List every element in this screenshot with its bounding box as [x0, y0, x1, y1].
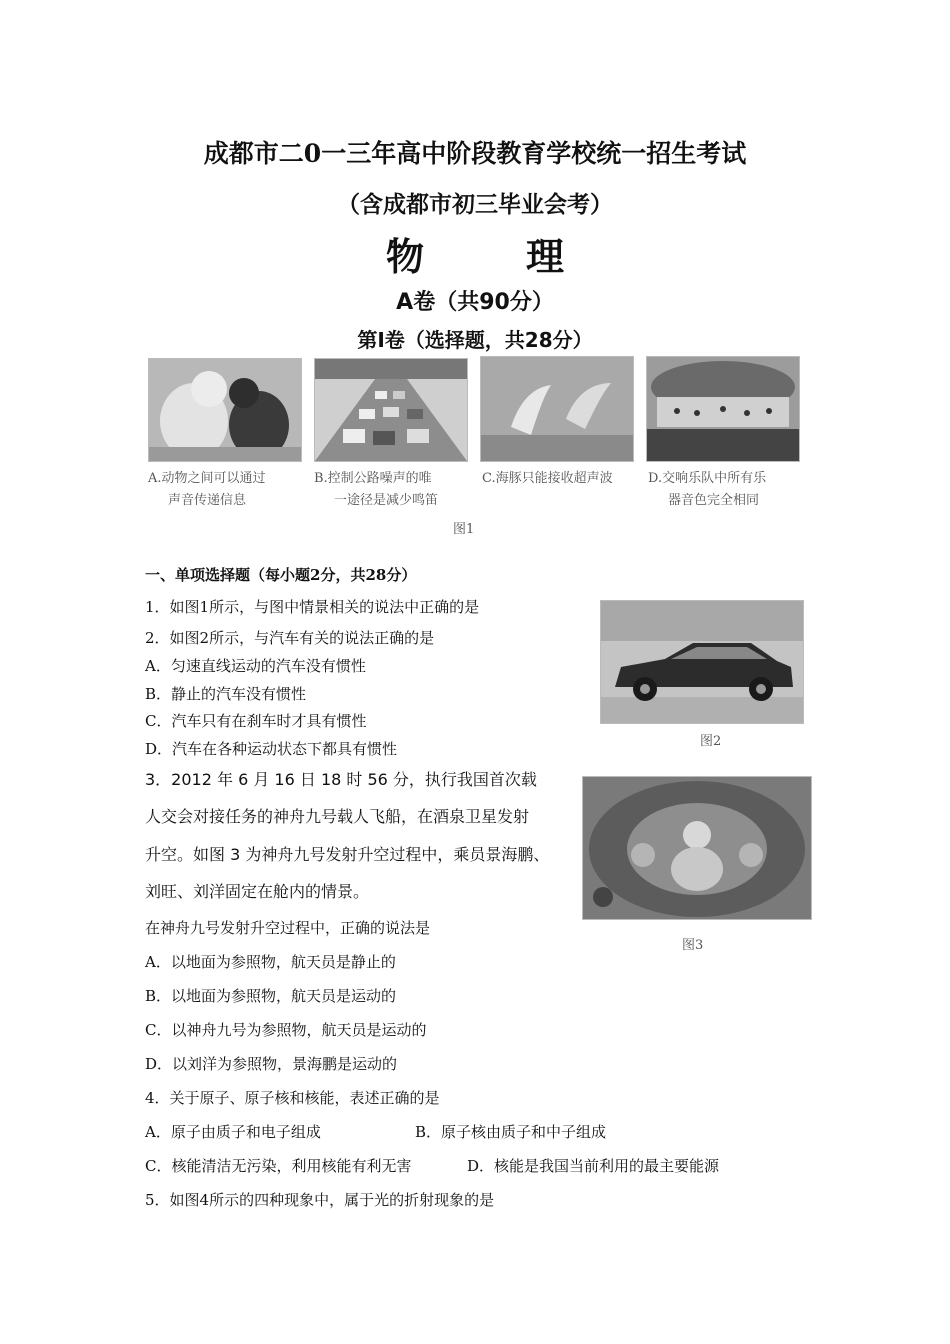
question-3-line-4: 刘旺、刘洋固定在舱内的情景。 — [145, 882, 370, 901]
photo-dolphins — [480, 356, 634, 462]
question-4-option-c: C．核能清洁无污染，利用核能有利无害 — [145, 1157, 412, 1175]
exam-title: 成都市二0一三年高中阶段教育学校统一招生考试 — [203, 139, 747, 168]
question-3-stem: 在神舟九号发射升空过程中，正确的说法是 — [145, 919, 431, 937]
question-3-line-1: 3．2012 年 6 月 16 日 18 时 56 分，执行我国首次载 — [145, 770, 537, 789]
question-4: 4．关于原子、原子核和核能，表述正确的是 — [145, 1089, 440, 1107]
fig1-caption-d — [648, 468, 766, 512]
exam-subtitle: （含成都市初三毕业会考） — [337, 191, 613, 218]
question-2-option-a: A．匀速直线运动的汽车没有惯性 — [145, 657, 366, 675]
fig1-caption-b — [314, 468, 438, 512]
part-heading: 第Ⅰ卷（选择题，共28分） — [357, 328, 593, 352]
fig2-label: 图2 — [700, 734, 722, 749]
question-4-option-a: A．原子由质子和电子组成 — [145, 1123, 321, 1141]
question-2: 2．如图2所示，与汽车有关的说法正确的是 — [145, 629, 435, 647]
photo-dogs — [148, 358, 302, 462]
question-1: 1．如图1所示，与图中情景相关的说法中正确的是 — [145, 598, 480, 616]
fig1-caption-c — [482, 468, 613, 490]
section-heading: 一、单项选择题（每小题2分，共28分） — [145, 566, 417, 584]
photo-car — [600, 600, 804, 724]
question-3-line-3: 升空。如图 3 为神舟九号发射升空过程中，乘员景海鹏、 — [145, 845, 550, 864]
photo-orchestra — [646, 356, 800, 462]
caption-a-line1: A.动物之间可以通过 — [148, 471, 266, 486]
question-3-option-d: D．以刘洋为参照物，景海鹏是运动的 — [145, 1055, 398, 1073]
fig1-caption-a — [148, 468, 266, 512]
question-3-line-2: 人交会对接任务的神舟九号载人飞船，在酒泉卫星发射 — [145, 807, 530, 826]
caption-b-line2: 一途径是减少鸣笛 — [334, 493, 439, 508]
question-2-option-c: C．汽车只有在刹车时才具有惯性 — [145, 712, 367, 730]
fig3-label: 图3 — [682, 938, 704, 953]
question-4-option-d: D．核能是我国当前利用的最主要能源 — [467, 1157, 720, 1175]
question-2-option-d: D．汽车在各种运动状态下都具有惯性 — [145, 740, 398, 758]
question-3-option-a: A．以地面为参照物，航天员是静止的 — [145, 953, 396, 971]
photo-spacecraft-cabin — [582, 776, 812, 920]
subject-char-2: 理 — [525, 234, 564, 279]
caption-a-line2: 声音传递信息 — [168, 493, 247, 508]
fig1-label: 图1 — [453, 522, 475, 537]
subject-title — [0, 226, 950, 281]
question-3-option-b: B．以地面为参照物，航天员是运动的 — [145, 987, 397, 1005]
question-4-option-b: B．原子核由质子和中子组成 — [415, 1123, 607, 1141]
caption-d-line1: D.交响乐队中所有乐 — [648, 471, 767, 486]
caption-b-line1: B.控制公路噪声的唯 — [314, 471, 432, 486]
question-3-option-c: C．以神舟九号为参照物，航天员是运动的 — [145, 1021, 427, 1039]
photo-traffic — [314, 358, 468, 462]
caption-d-line2: 器音色完全相同 — [668, 493, 760, 508]
question-2-option-b: B．静止的汽车没有惯性 — [145, 685, 307, 703]
question-5: 5．如图4所示的四种现象中，属于光的折射现象的是 — [145, 1191, 495, 1209]
caption-c-line1: C.海豚只能接收超声波 — [482, 471, 613, 486]
volume-heading: A卷（共90分） — [396, 290, 554, 315]
subject-char-1: 物 — [385, 234, 424, 279]
